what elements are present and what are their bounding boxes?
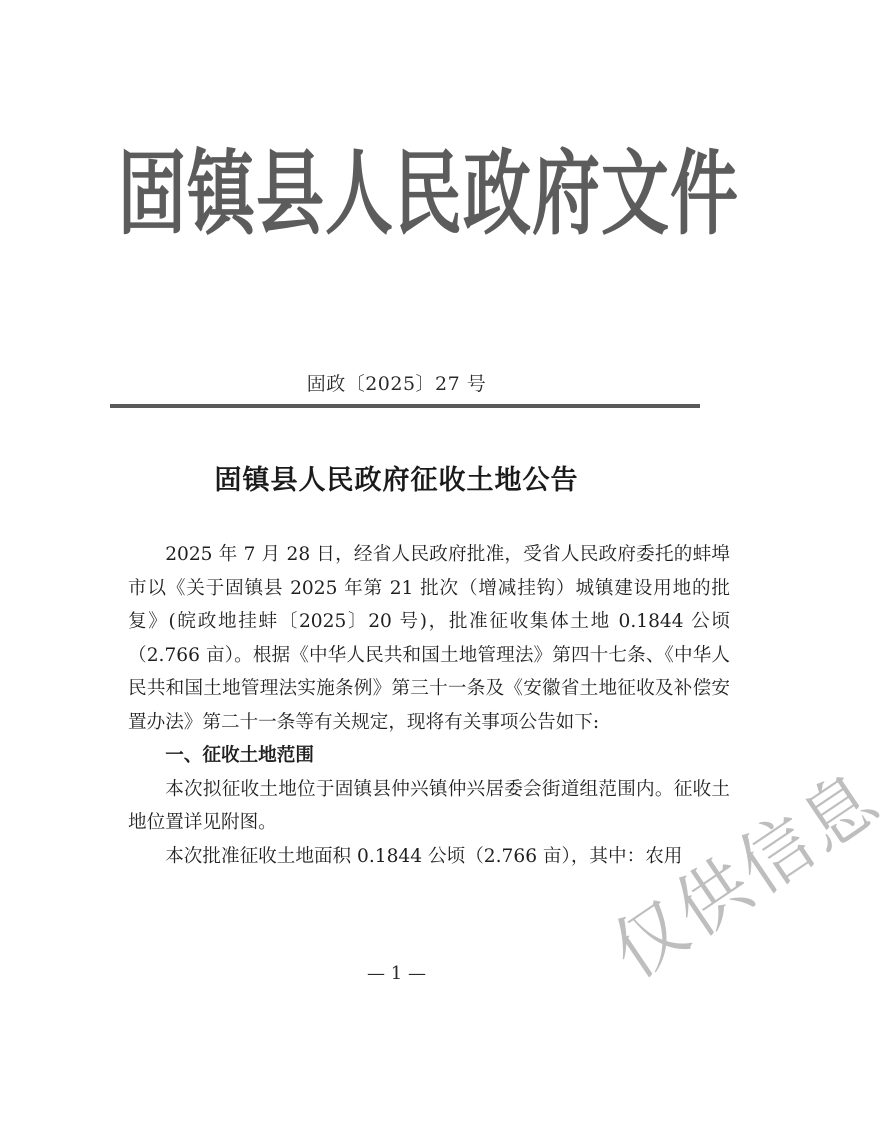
section-heading-land-scope: 一、征收土地范围 <box>165 745 314 766</box>
page-number: — 1 — <box>367 963 426 984</box>
land-area-paragraph: 本次批准征收土地面积 0.1844 公顷（2.766 亩），其中：农用 <box>165 845 683 867</box>
document-header-title: 固镇县人民政府文件 <box>118 141 740 249</box>
notice-title: 固镇县人民政府征收土地公告 <box>214 465 579 496</box>
document-number: 固政〔2025〕27 号 <box>306 373 487 395</box>
watermark-stamp: 仅供信息 <box>596 755 896 995</box>
land-location-paragraph: 本次拟征收土地位于固镇县仲兴镇仲兴居委会街道组范围内。征收土地位置详见附图。 <box>128 778 730 833</box>
intro-paragraph: 2025 年 7 月 28 日，经省人民政府批准，受省人民政府委托的蚌埠市以《关于固镇县 2025 年第 21 批次（增减挂钩）城镇建设用地的批复》(皖政地挂蚌〔2025〕20 号)，批准征收集体土地 0.1844 公顷（2.766 亩）。根据《中华人民共和国土地管理法》第四十七条、《中华人民共和国土地管理法实施条例》第三十一条及《安徽省土地征收及补偿安置办法》第二十一条等有关规定，现将有关事项公告如下: <box>128 544 730 733</box>
header-divider-line <box>110 404 700 408</box>
notice-body <box>128 538 730 873</box>
